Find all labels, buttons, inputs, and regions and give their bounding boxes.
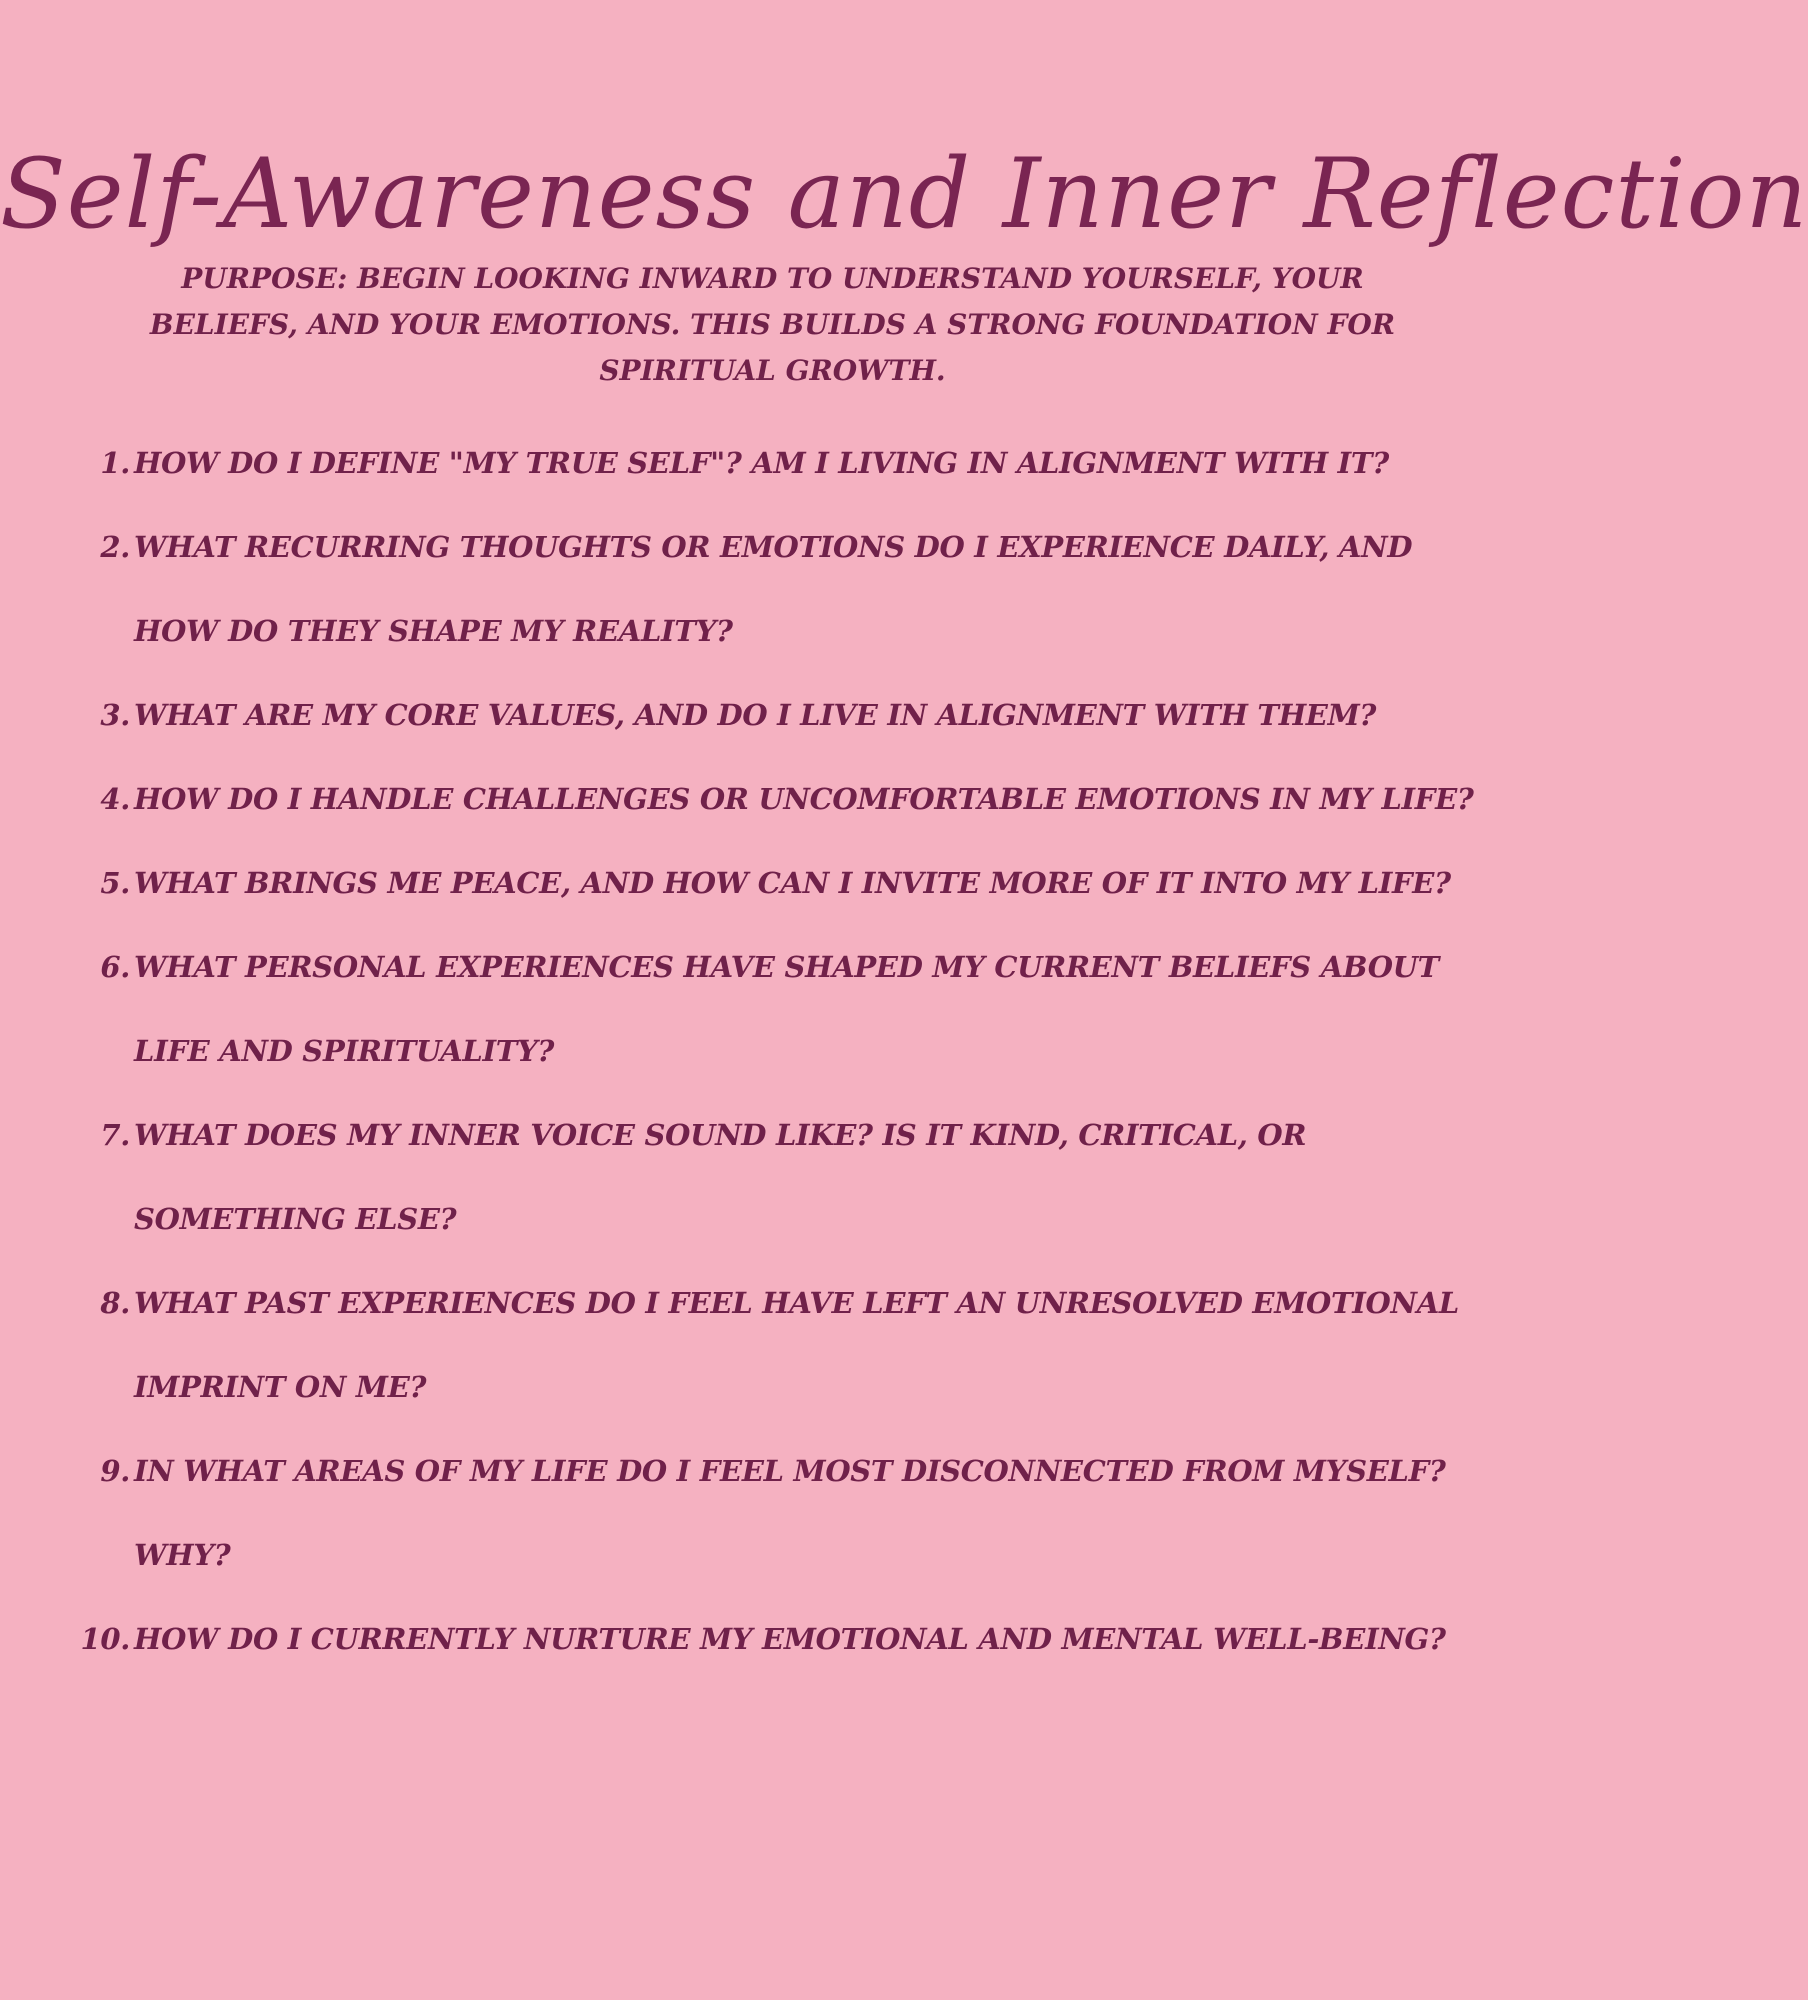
question-item: [0, 1093, 1545, 1261]
question-item: [0, 1429, 1545, 1597]
question-number: 10.: [80, 1622, 130, 1656]
question-number: 8.: [100, 1286, 130, 1320]
question-number: 5.: [100, 866, 130, 900]
question-text: WHAT PERSONAL EXPERIENCES HAVE SHAPED MY CURRENT BELIEFS ABOUT LIFE AND SPIRITUALITY?: [134, 950, 1439, 1068]
question-text: WHAT DOES MY INNER VOICE SOUND LIKE? IS IT KIND, CRITICAL, OR SOMETHING ELSE?: [134, 1118, 1307, 1236]
question-number: 9.: [100, 1454, 130, 1488]
question-item: [0, 1597, 1545, 1681]
question-item: [0, 673, 1545, 757]
question-item: [0, 1261, 1545, 1429]
question-text: WHAT ARE MY CORE VALUES, AND DO I LIVE IN ALIGNMENT WITH THEM?: [134, 698, 1377, 732]
question-text: WHAT PAST EXPERIENCES DO I FEEL HAVE LEFT AN UNRESOLVED EMOTIONAL IMPRINT ON ME?: [134, 1286, 1459, 1404]
purpose-statement: PURPOSE: BEGIN LOOKING INWARD TO UNDERSTAND YOURSELF, YOUR BELIEFS, AND YOUR EMOTIONS. THIS BUILDS A STRONG FOUNDATION FOR SPIRITUAL GROWTH.: [149, 262, 1396, 387]
question-text: HOW DO I DEFINE "MY TRUE SELF"? AM I LIVING IN ALIGNMENT WITH IT?: [134, 446, 1389, 480]
question-item: [0, 757, 1545, 841]
question-number: 2.: [100, 530, 130, 564]
question-list: [0, 421, 1545, 1681]
question-text: HOW DO I HANDLE CHALLENGES OR UNCOMFORTABLE EMOTIONS IN MY LIFE?: [134, 782, 1474, 816]
question-text: WHAT BRINGS ME PEACE, AND HOW CAN I INVITE MORE OF IT INTO MY LIFE?: [134, 866, 1451, 900]
question-item: [0, 841, 1545, 925]
question-number: 3.: [100, 698, 130, 732]
question-number: 1.: [100, 446, 130, 480]
question-number: 7.: [100, 1118, 130, 1152]
question-number: 6.: [100, 950, 130, 984]
question-item: [0, 505, 1545, 673]
question-number: 4.: [100, 782, 130, 816]
page-title: Self-Awareness and Inner Reflection: [0, 138, 1808, 251]
question-item: [0, 925, 1545, 1093]
question-item: [0, 421, 1545, 505]
question-text: WHAT RECURRING THOUGHTS OR EMOTIONS DO I EXPERIENCE DAILY, AND HOW DO THEY SHAPE MY REALITY?: [134, 530, 1413, 648]
question-text: IN WHAT AREAS OF MY LIFE DO I FEEL MOST DISCONNECTED FROM MYSELF? WHY?: [134, 1454, 1446, 1572]
question-text: HOW DO I CURRENTLY NURTURE MY EMOTIONAL AND MENTAL WELL-BEING?: [134, 1622, 1446, 1656]
